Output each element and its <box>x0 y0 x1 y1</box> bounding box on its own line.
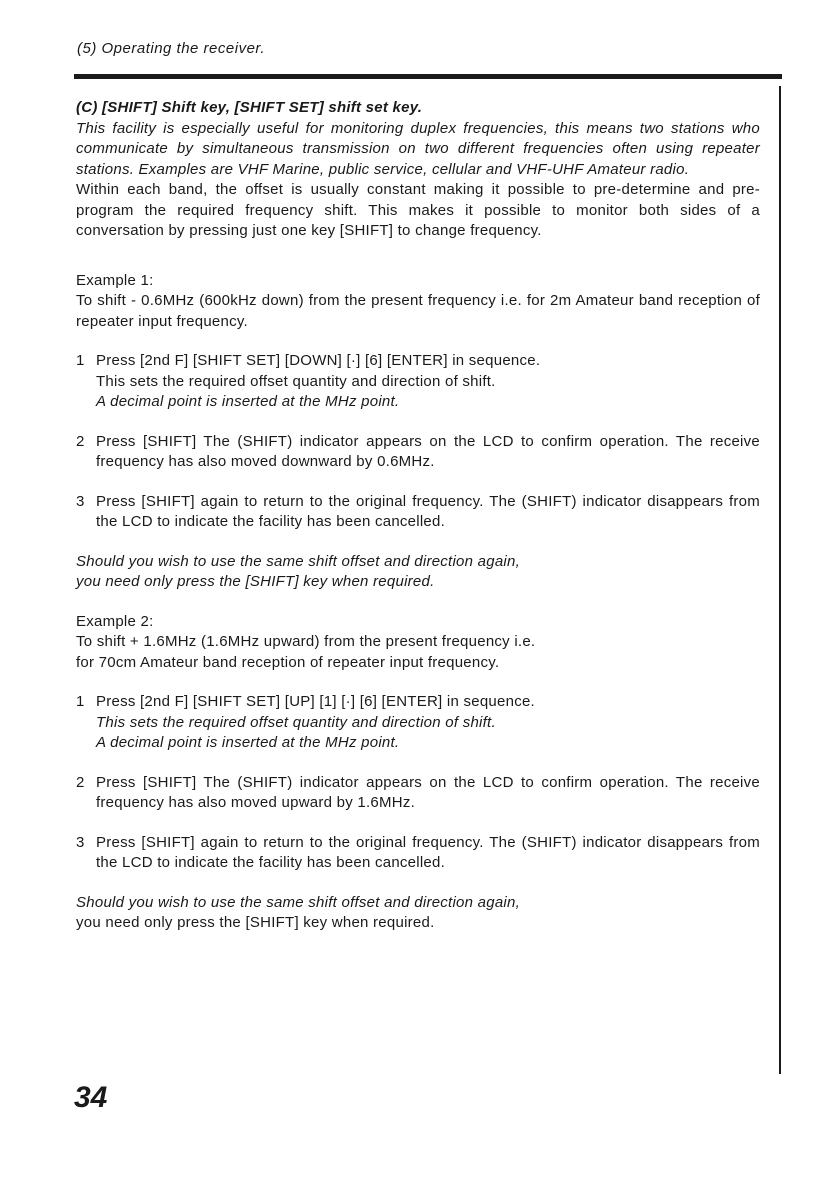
running-title: (5) Operating the receiver. <box>77 40 266 57</box>
example-1-step-1 <box>76 351 760 413</box>
step-text: Press [2nd F] [SHIFT SET] [DOWN] [·] [6] [ENTER] in sequence. <box>96 352 541 369</box>
example-1-note-line-2: you need only press the [SHIFT] key when required. <box>76 573 435 590</box>
step-number: 1 <box>76 693 85 710</box>
example-1-label: Example 1: <box>76 271 154 289</box>
step-text: Press [SHIFT] again to return to the original frequency. The (SHIFT) indicator disappears from the LCD to indicate the facility has been cancelled. <box>96 833 760 871</box>
example-2-label: Example 2: <box>76 612 154 630</box>
example-1-step-2 <box>76 432 760 473</box>
intro-paragraph: This facility is especially useful for monitoring duplex frequencies, this means two stations who communicate by simultaneous transmission on two different frequencies often using repeater stations. Examples are VHF Marine, public service, cellular and VHF-UHF Amateur radio. <box>76 119 760 178</box>
step-text: Press [2nd F] [SHIFT SET] [UP] [1] [·] [6] [ENTER] in sequence. <box>96 693 535 710</box>
intro-paragraph-2: Within each band, the offset is usually constant making it possible to pre-determine and pre-program the required frequency shift. This makes it possible to monitor both sides of a conversation by pressing just one key [SHIFT] to change frequency. <box>76 181 760 239</box>
step-note: A decimal point is inserted at the MHz point. <box>96 393 400 410</box>
example-1-note-line-1: Should you wish to use the same shift offset and direction again, <box>76 552 521 570</box>
step-text: Press [SHIFT] again to return to the original frequency. The (SHIFT) indicator disappears from the LCD to indicate the facility has been cancelled. <box>96 492 760 530</box>
step-subtext: This sets the required offset quantity and direction of shift. <box>96 372 496 390</box>
example-2-description-line-1: To shift + 1.6MHz (1.6MHz upward) from the present frequency i.e. <box>76 633 536 650</box>
example-1-description: To shift - 0.6MHz (600kHz down) from the present frequency i.e. for 2m Amateur band reception of repeater input frequency. <box>76 292 760 330</box>
example-2-step-3 <box>76 833 760 874</box>
step-text: Press [SHIFT] The (SHIFT) indicator appears on the LCD to confirm operation. The receive frequency has also moved upward by 1.6MHz. <box>96 773 760 811</box>
step-number: 3 <box>76 833 85 851</box>
example-2-step-2 <box>76 773 760 814</box>
page-content <box>76 98 760 934</box>
step-number: 1 <box>76 352 85 369</box>
section-heading: (C) [SHIFT] Shift key, [SHIFT SET] shift set key. <box>76 99 423 116</box>
header-rule <box>74 74 782 79</box>
step-text: Press [SHIFT] The (SHIFT) indicator appears on the LCD to confirm operation. The receive frequency has also moved downward by 0.6MHz. <box>96 432 760 470</box>
example-2-note-line-2: you need only press the [SHIFT] key when required. <box>76 914 435 931</box>
step-number: 2 <box>76 773 85 791</box>
example-2-description-line-2: for 70cm Amateur band reception of repeater input frequency. <box>76 653 500 671</box>
example-2-step-1 <box>76 692 760 754</box>
example-2-note-line-1: Should you wish to use the same shift offset and direction again, <box>76 893 521 911</box>
example-1-step-3 <box>76 492 760 533</box>
step-number: 3 <box>76 492 85 510</box>
side-rule <box>779 86 781 1074</box>
step-note: A decimal point is inserted at the MHz point. <box>96 734 400 751</box>
step-subtext: This sets the required offset quantity and direction of shift. <box>96 713 496 731</box>
step-number: 2 <box>76 432 85 450</box>
page-number: 34 <box>74 1081 108 1114</box>
